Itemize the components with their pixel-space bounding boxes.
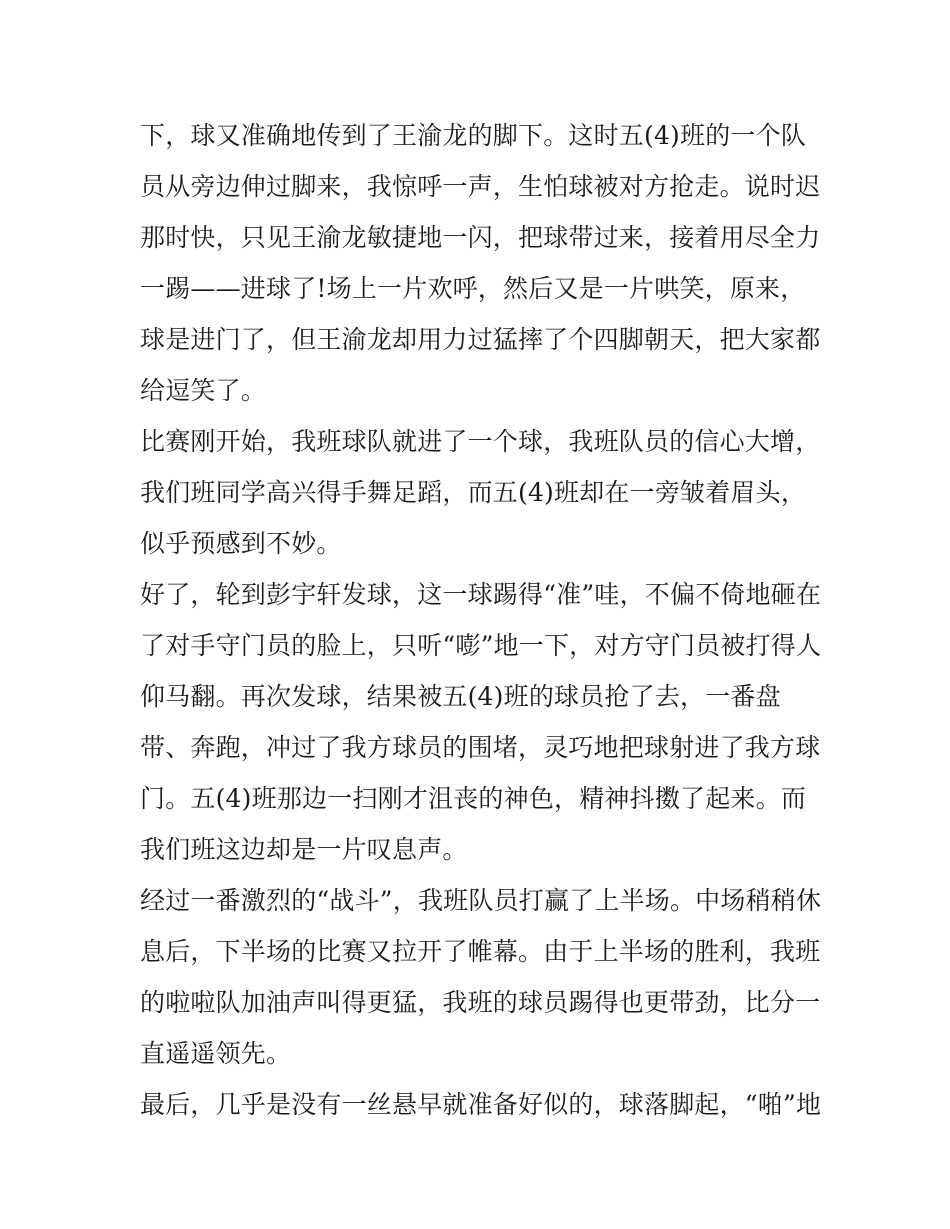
text-line: 球是进门了，但王渝龙却用力过猛摔了个四脚朝天，把大家都 [140,325,821,354]
text-line: 似乎预感到不妙。 [140,529,342,558]
text-line: 的啦啦队加油声叫得更猛，我班的球员踢得也更带劲，比分一 [140,988,821,1017]
text-line: 息后，下半场的比赛又拉开了帷幕。由于上半场的胜利，我班 [140,937,821,966]
text-line: 员从旁边伸过脚来，我惊呼一声，生怕球被对方抢走。说时迟 [140,172,821,201]
text-line: 我们班这边却是一片叹息声。 [140,835,468,864]
text-line: 门。五(4)班那边一扫刚才沮丧的神色，精神抖擞了起来。而 [140,784,807,813]
text-line: 给逗笑了。 [140,376,267,405]
text-line: 了对手守门员的脸上，只听“嘭”地一下，对方守门员被打得人 [140,631,822,660]
text-line: 我们班同学高兴得手舞足蹈，而五(4)班却在一旁皱着眉头， [140,478,807,507]
text-line: 下，球又准确地传到了王渝龙的脚下。这时五(4)班的一个队 [140,121,807,150]
text-line: 好了，轮到彭宇轩发球，这一球踢得“准”哇，不偏不倚地砸在 [140,580,822,609]
text-line: 最后，几乎是没有一丝悬早就准备好似的，球落脚起，“啪”地 [140,1090,822,1119]
text-line: 经过一番激烈的“战斗”，我班队员打赢了上半场。中场稍稍休 [140,886,822,915]
text-line: 带、奔跑，冲过了我方球员的围堵，灵巧地把球射进了我方球 [140,733,821,762]
text-line: 比赛刚开始，我班球队就进了一个球，我班队员的信心大增， [140,427,821,456]
text-line: 一踢——进球了!场上一片欢呼，然后又是一片哄笑，原来， [140,274,806,303]
text-line: 直遥遥领先。 [140,1039,292,1068]
text-line: 仰马翻。再次发球，结果被五(4)班的球员抢了去，一番盘 [140,682,781,711]
document-body [140,110,820,1130]
text-line: 那时快，只见王渝龙敏捷地一闪，把球带过来，接着用尽全力 [140,223,821,252]
